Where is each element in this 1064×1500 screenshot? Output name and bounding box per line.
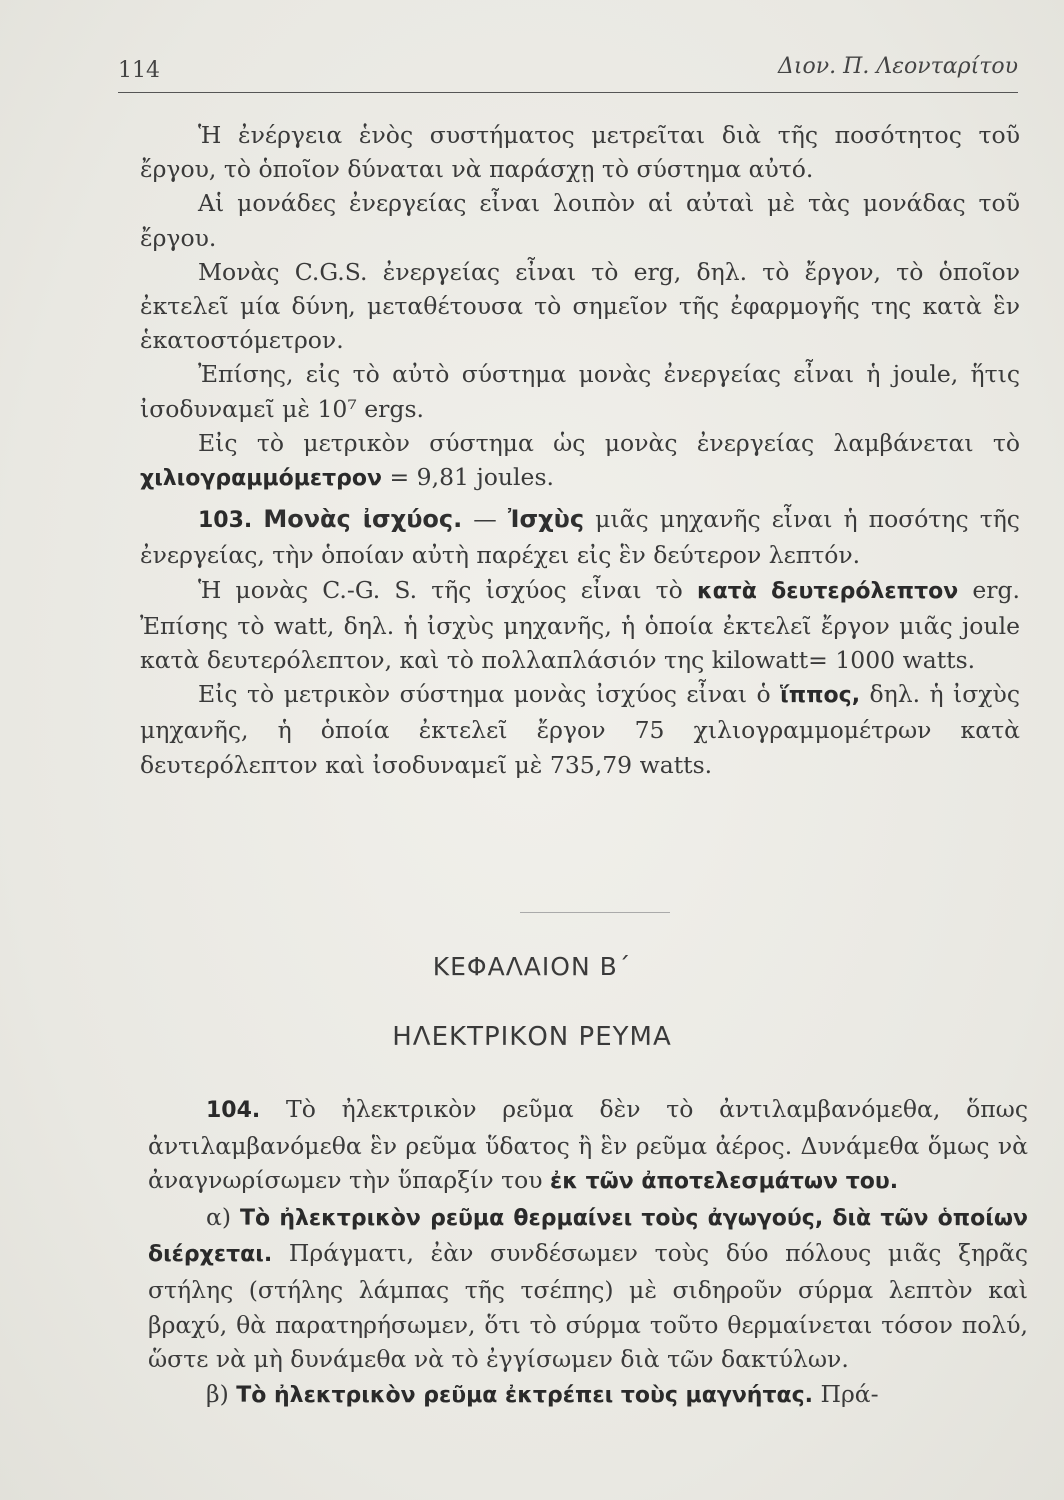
section-number: 104.: [206, 1098, 261, 1123]
paragraph-text: μιᾶς μηχανῆς εἶναι ἡ ποσότης τῆς ἐνεργείας, τὴν ὁποίαν αὐτὴ παρέχει εἰς ἓν δεύτερον λεπτόν.: [140, 505, 1020, 570]
list-label: β): [206, 1379, 237, 1408]
bold-term: κατὰ δευτερόλεπτον: [696, 578, 959, 604]
body-text-top: [140, 118, 1020, 782]
paragraph-text: erg. Ἐπίσης τὸ watt, δηλ. ἡ ἰσχὺς μηχανῆς, ἡ ὁποία ἐκτελεῖ ἔργον μιᾶς joule κατὰ δευτερόλεπτον, καὶ τὸ πολλαπλάσιόν της kilowatt= 1000 watts.: [140, 575, 1020, 675]
section-dash: —: [462, 505, 508, 534]
chapter-title: ΗΛΕΚΤΡΙΚΟΝ ΡΕΥΜΑ: [392, 1022, 672, 1052]
bold-term: Τὸ ἠλεκτρικὸν ρεῦμα ἐκτρέπει τοὺς μαγνήτας.: [236, 1382, 814, 1408]
bold-term: χιλιογραμμόμετρον: [140, 466, 383, 492]
paragraph-text: = 9,81 joules.: [382, 463, 554, 492]
paragraph: Ἐπίσης, εἰς τὸ αὐτὸ σύστημα μονὰς ἐνεργείας εἶναι ἡ joule, ἥτις ἰσοδυναμεῖ μὲ 10⁷ ergs.: [140, 360, 1020, 423]
section-104-paragraph: [148, 1092, 1028, 1200]
section-lead: Ἰσχὺς: [507, 505, 585, 534]
bold-term: ἐκ τῶν ἀποτελεσμάτων του.: [550, 1169, 899, 1195]
paragraph-text: Εἰς τὸ μετρικὸν σύστημα ὡς μονὰς ἐνεργείας λαμβάνεται τὸ: [198, 428, 1020, 457]
section-title: Μονὰς ἰσχύος.: [263, 505, 463, 534]
paragraph: Μονὰς C.G.S. ἐνεργείας εἶναι τὸ erg, δηλ. τὸ ἔργον, τὸ ὁποῖον ἐκτελεῖ μία δύνη, μεταθέτουσα τὸ σημεῖον τῆς ἐφαρμογῆς της κατὰ ἓν ἑκατοστόμετρον.: [140, 257, 1020, 355]
section-number: 103.: [198, 508, 253, 534]
paragraph: [140, 677, 1020, 782]
paragraph-text: Εἰς τὸ μετρικὸν σύστημα μονὰς ἰσχύος εἶναι ὁ: [198, 680, 781, 709]
paragraph: [148, 1377, 1028, 1414]
paragraph-text: Πρά-: [813, 1379, 879, 1408]
running-head: Διον. Π. Λεονταρίτου: [778, 54, 1018, 79]
bold-term: Τὸ ἠλεκτρικὸν ρεῦμα θερμαίνει τοὺς ἀγωγούς, διὰ τῶν ὁποίων διέρχεται.: [148, 1205, 1028, 1268]
section-divider: [520, 912, 670, 913]
page-number: 114: [118, 58, 160, 83]
page-header: [118, 52, 1018, 93]
bold-term: ἵππος,: [780, 683, 861, 709]
paragraph-text: Πράγματι, ἐὰν συνδέσωμεν τοὺς δύο πόλους μιᾶς ξηρᾶς στήλης (στήλης λάμπας τῆς τσέπης) μὲ σιδηροῦν σύρμα λεπτὸν καὶ βραχύ, θὰ παρατηρήσωμεν, ὅτι τὸ σύρμα τοῦτο θερμαίνεται τόσον πολύ, ὥστε νὰ μὴ δυνάμεθα νὰ τὸ ἐγγίσωμεν διὰ τῶν δακτύλων.: [148, 1239, 1028, 1374]
paragraph: [140, 573, 1020, 678]
body-text-bottom: [148, 1092, 1028, 1413]
paragraph: [148, 1200, 1028, 1377]
paragraph-text: δηλ. ἡ ἰσχὺς μηχανῆς, ἡ ὁποία ἐκτελεῖ ἔργον 75 χιλιογραμμομέτρων κατὰ δευτερόλεπτον καὶ ἰσοδυναμεῖ μὲ 735,79 watts.: [140, 680, 1020, 779]
paragraph: Αἱ μονάδες ἐνεργείας εἶναι λοιπὸν αἱ αὐταὶ μὲ τὰς μονάδας τοῦ ἔργου.: [140, 189, 1020, 252]
paragraph-text: Ἡ μονὰς C.-G. S. τῆς ἰσχύος εἶναι τὸ: [198, 575, 697, 604]
section-103-paragraph: [140, 502, 1020, 572]
paragraph: Ἡ ἐνέργεια ἑνὸς συστήματος μετρεῖται διὰ τῆς ποσότητος τοῦ ἔργου, τὸ ὁποῖον δύναται νὰ παράσχῃ τὸ σύστημα αὐτό.: [140, 121, 1020, 184]
chapter-label: ΚΕΦΑΛΑΙΟΝ Β΄: [432, 952, 632, 981]
paragraph-text: Τὸ ἠλεκτρικὸν ρεῦμα δὲν τὸ ἀντιλαμβανόμεθα, ὅπως ἀντιλαμβανόμεθα ἓν ρεῦμα ὕδατος ἢ ἓν ρεῦμα ἀέρος. Δυνάμεθα ὅμως νὰ ἀναγνωρίσωμεν τὴν ὕπαρξίν του: [148, 1095, 1028, 1195]
paragraph: [140, 426, 1020, 496]
list-label: α): [206, 1202, 241, 1231]
